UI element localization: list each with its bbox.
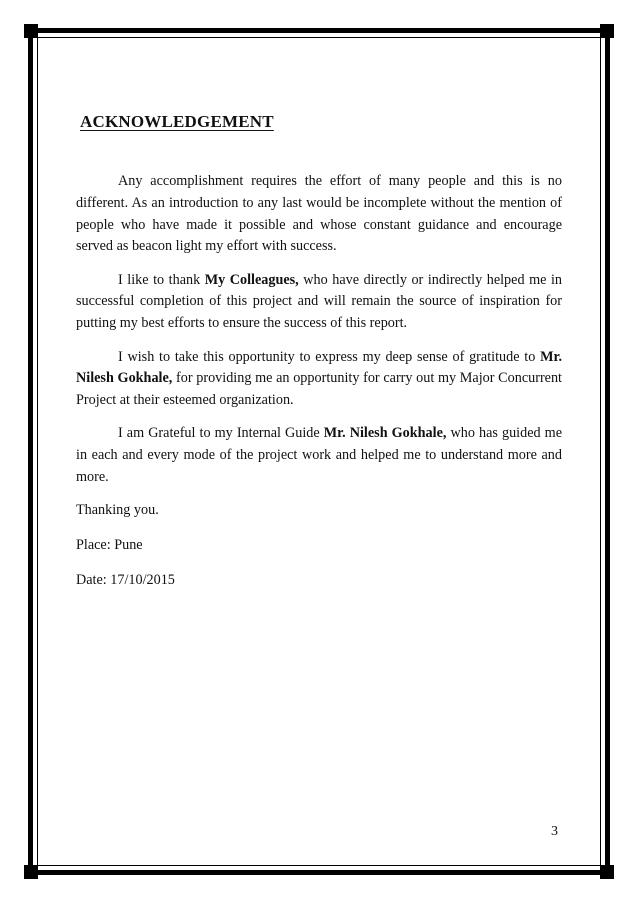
- closing-date: Date: 17/10/2015: [76, 571, 175, 588]
- bold-name: Mr. Nilesh Gokhale,: [323, 425, 447, 442]
- border-corner-top-left: [24, 24, 38, 38]
- closing-thanks: Thanking you.: [76, 502, 159, 519]
- border-corner-top-right: [600, 24, 614, 38]
- bold-name: My Colleagues,: [204, 271, 299, 288]
- bold-name: Mr. Nilesh Gokhale,: [76, 348, 562, 387]
- paragraph-colleagues: [76, 270, 562, 335]
- paragraph-text: I wish to take this opportunity to express my deep sense of gratitude to: [118, 348, 541, 365]
- paragraph-text: who have directly or indirectly helped me in successful completion of this project and will remain the source of inspiration for putting my best efforts to ensure the success of this report.: [76, 271, 562, 332]
- paragraph-text: I like to thank: [118, 271, 205, 288]
- paragraph-text: who has guided me in each and every mode of the project work and helped me to understand more and more.: [76, 425, 563, 486]
- document-body: [76, 171, 562, 605]
- paragraph-text: for providing me an opportunity for carry out my Major Concurrent Project at their esteemed organization.: [76, 370, 562, 409]
- paragraph-gratitude: [76, 347, 562, 412]
- paragraph-intro: Any accomplishment requires the effort of many people and this is no different. As an introduction to any last would be incomplete without the mention of people who have made it possible and whose constant guidance and encourage served as beacon light my effort with success.: [76, 173, 562, 255]
- page-number: 3: [551, 824, 558, 839]
- paragraph-text: I am Grateful to my Internal Guide: [118, 425, 324, 442]
- border-corner-bottom-right: [600, 865, 614, 879]
- page-title: ACKNOWLEDGEMENT: [80, 112, 274, 131]
- closing-place: Place: Pune: [76, 537, 143, 554]
- paragraph-guide: [76, 423, 562, 488]
- border-corner-bottom-left: [24, 865, 38, 879]
